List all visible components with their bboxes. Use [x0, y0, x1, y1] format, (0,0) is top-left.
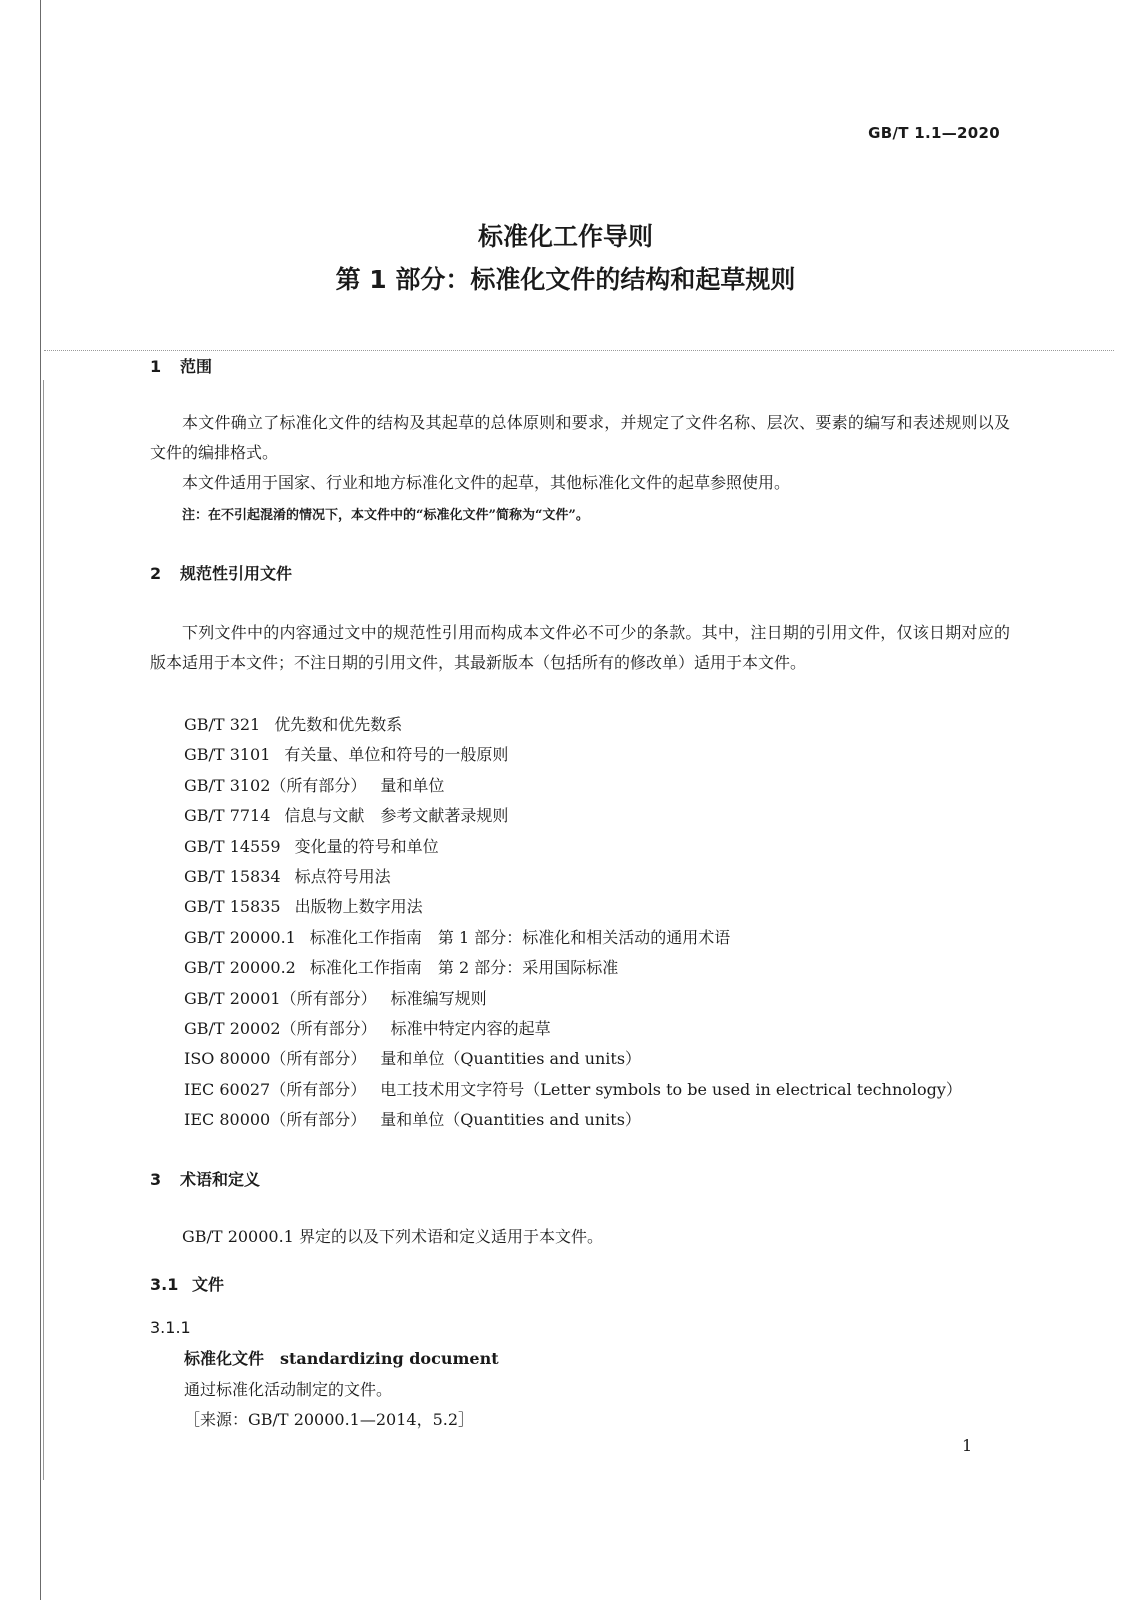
reference-code: GB/T 20002（所有部分） — [184, 1018, 377, 1038]
reference-title: 出版物上数字用法 — [294, 897, 423, 917]
page-number: 1 — [962, 1436, 973, 1455]
reference-title: 标点符号用法 — [294, 866, 391, 886]
reference-item — [184, 801, 962, 831]
reference-code: GB/T 20000.1 — [184, 927, 296, 947]
reference-title: 电工技术用文字符号（Letter symbols to be used in electrical technology） — [380, 1079, 962, 1099]
section-2-heading — [150, 561, 292, 584]
reference-code: GB/T 15835 — [184, 897, 281, 917]
section-title: 范围 — [180, 357, 213, 376]
reference-code: IEC 60027（所有部分） — [184, 1079, 367, 1099]
binding-edge-line-inner — [43, 380, 44, 1480]
reference-code: GB/T 3102（所有部分） — [184, 775, 367, 795]
section-1-note: 注：在不引起混淆的情况下，本文件中的“标准化文件”简称为“文件”。 — [182, 508, 589, 523]
reference-item — [184, 892, 962, 922]
reference-title: 优先数和优先数系 — [274, 715, 403, 734]
reference-item — [184, 953, 962, 983]
section-number: 1 — [150, 357, 162, 376]
term-entry — [184, 1346, 499, 1369]
reference-code: GB/T 15834 — [184, 866, 281, 886]
reference-title: 标准化工作指南 第 1 部分：标准化和相关活动的通用术语 — [309, 927, 731, 947]
reference-title: 标准化工作指南 第 2 部分：采用国际标准 — [309, 958, 619, 978]
reference-title: 标准中特定内容的起草 — [390, 1018, 551, 1038]
subsection-3-1-heading — [150, 1272, 224, 1295]
normative-references-list — [184, 710, 962, 1135]
reference-item — [184, 1014, 962, 1044]
reference-item — [184, 771, 962, 801]
reference-title: 量和单位（Quantities and units） — [380, 1110, 641, 1130]
reference-code: GB/T 321 — [184, 715, 261, 734]
reference-item — [184, 1044, 962, 1074]
term-chinese: 标准化文件 — [184, 1349, 265, 1368]
reference-title: 有关量、单位和符号的一般原则 — [284, 745, 509, 765]
reference-code: GB/T 20000.2 — [184, 958, 296, 978]
reference-item — [184, 710, 962, 740]
title-divider — [44, 350, 1114, 351]
reference-code: GB/T 14559 — [184, 836, 281, 856]
section-1-heading — [150, 354, 212, 377]
reference-item — [184, 1105, 962, 1135]
reference-code: GB/T 7714 — [184, 806, 271, 826]
subsection-number: 3.1 — [150, 1275, 179, 1294]
subsection-title: 文件 — [192, 1275, 225, 1294]
section-3-heading — [150, 1167, 260, 1190]
section-1-paragraph-2: 本文件适用于国家、行业和地方标准化文件的起草，其他标准化文件的起草参照使用。 — [182, 473, 791, 492]
reference-item — [184, 832, 962, 862]
reference-item — [184, 862, 962, 892]
title-line-2: 第 1 部分：标准化文件的结构和起草规则 — [335, 265, 796, 294]
reference-code: GB/T 20001（所有部分） — [184, 988, 377, 1008]
reference-title: 量和单位（Quantities and units） — [380, 1049, 642, 1069]
standard-code-header: GB/T 1.1—2020 — [868, 124, 1000, 142]
term-number: 3.1.1 — [150, 1318, 191, 1337]
term-definition: 通过标准化活动制定的文件。 — [184, 1380, 393, 1399]
reference-code: GB/T 3101 — [184, 745, 271, 765]
reference-code: ISO 80000（所有部分） — [184, 1049, 367, 1069]
reference-item — [184, 1075, 962, 1105]
section-title: 规范性引用文件 — [180, 564, 293, 583]
reference-title: 标准编写规则 — [390, 988, 487, 1008]
section-3-intro: GB/T 20000.1 界定的以及下列术语和定义适用于本文件。 — [182, 1227, 603, 1246]
reference-item — [184, 740, 962, 770]
term-english: standardizing document — [280, 1349, 499, 1368]
section-number: 3 — [150, 1170, 162, 1189]
reference-code: IEC 80000（所有部分） — [184, 1110, 367, 1130]
reference-title: 量和单位 — [380, 775, 445, 795]
document-title — [0, 215, 1131, 301]
section-number: 2 — [150, 564, 162, 583]
reference-title: 变化量的符号和单位 — [294, 836, 439, 856]
reference-item — [184, 984, 962, 1014]
reference-item — [184, 923, 962, 953]
reference-title: 信息与文献 参考文献著录规则 — [284, 806, 509, 826]
term-source: ［来源：GB/T 20000.1—2014，5.2］ — [184, 1410, 475, 1429]
section-title: 术语和定义 — [180, 1170, 261, 1189]
section-1-paragraph-1: 本文件确立了标准化文件的结构及其起草的总体原则和要求，并规定了文件名称、层次、要素的编写和表述规则以及文件的编排格式。 — [150, 413, 1010, 462]
title-line-1: 标准化工作导则 — [477, 222, 653, 251]
section-2-intro: 下列文件中的内容通过文中的规范性引用而构成本文件必不可少的条款。其中，注日期的引用文件，仅该日期对应的版本适用于本文件；不注日期的引用文件，其最新版本（包括所有的修改单）适用于本文件。 — [150, 623, 1010, 672]
